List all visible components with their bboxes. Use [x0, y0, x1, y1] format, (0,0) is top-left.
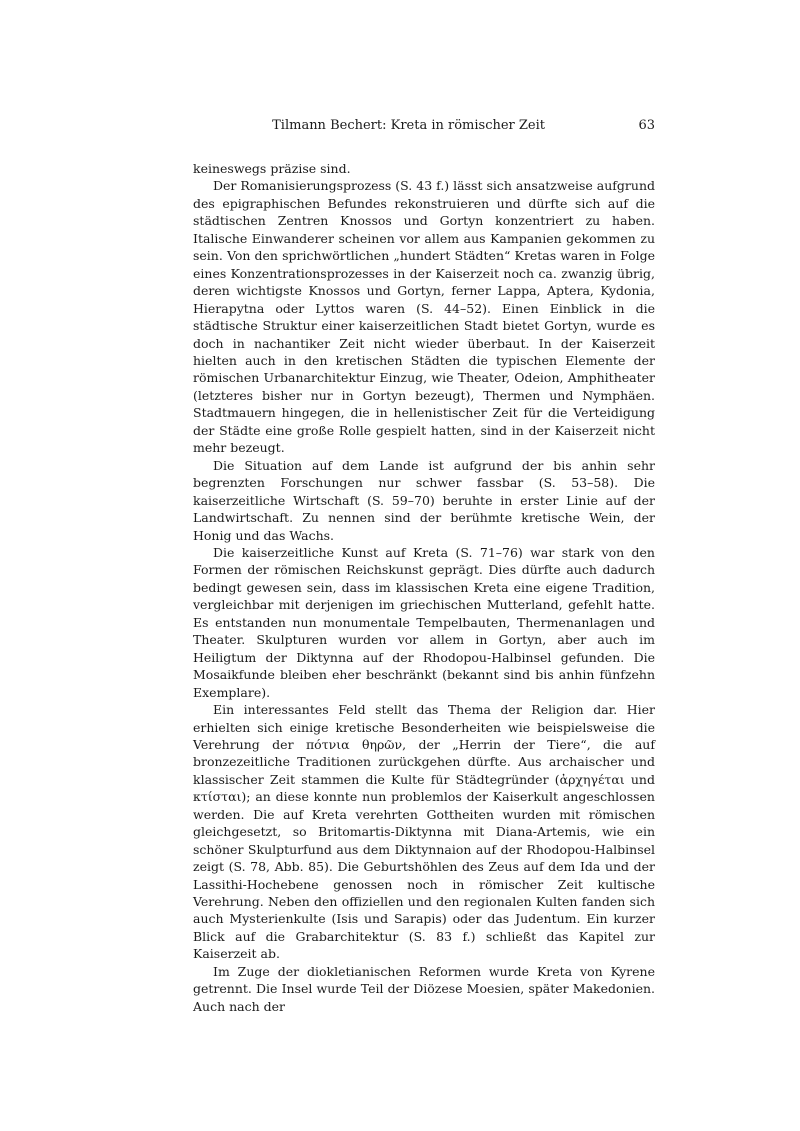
body-text	[193, 160, 655, 1015]
page-header	[193, 118, 655, 138]
paragraph-diokletian: Im Zuge der diokletianischen Reformen wurde Kreta von Kyrene getrennt. Die Insel wurde Teil der Diözese Moesien, später Makedonien. Auch nach der	[193, 963, 655, 1014]
page-number: 63	[638, 118, 655, 133]
paragraph-lande-wirtschaft: Die Situation auf dem Lande ist aufgrund der bis anhin sehr begrenzten Forschungen nur schwer fassbar (S. 53–58). Die kaiserzeitliche Wirtschaft (S. 59–70) beruhte in erster Linie auf der Landwirtschaft. Zu nennen sind der berühmte kretische Wein, der Honig und das Wachs.	[193, 457, 655, 543]
running-title: Tilmann Bechert: Kreta in römischer Zeit	[272, 118, 545, 133]
paragraph-continuation: keineswegs präzise sind.	[193, 161, 351, 176]
paragraph-kunst: Die kaiserzeitliche Kunst auf Kreta (S. 71–76) war stark von den Formen der römischen Reichskunst geprägt. Dies dürfte auch dadurch bedingt gewesen sein, dass im klassischen Kreta eine eigene Tradition, vergleichbar mit derjenigen im griechischen Mutterland, gefehlt hatte. Es entstanden nun monumentale Tempelbauten, Thermenanlagen und Theater. Skulpturen wurden vor allem in Gortyn, aber auch im Heiligtum der Diktynna auf der Rhodopou-Halbinsel gefunden. Die Mosaikfunde bleiben eher beschränkt (bekannt sind bis anhin fünfzehn Exemplare).	[193, 544, 655, 700]
paragraph-religion: Ein interessantes Feld stellt das Thema der Religion dar. Hier erhielten sich einige kretische Besonderheiten wie beispielsweise die Verehrung der πότνια θηρῶν, der „Herrin der Tiere“, die auf bronzezeitliche Traditionen zurückgehen dürfte. Aus archaischer und klassischer Zeit stammen die Kulte für Städtegründer (ἀρχηγέται und κτίσται); an diese konnte nun problemlos der Kaiserkult angeschlossen werden. Die auf Kreta verehrten Gottheiten wurden mit römischen gleichgesetzt, so Britomartis-Diktynna mit Diana-Artemis, wie ein schöner Skulpturfund aus dem Diktynnaion auf der Rhodopou-Halbinsel zeigt (S. 78, Abb. 85). Die Geburtshöhlen des Zeus auf dem Ida und der Lassithi-Hochebene genossen noch in römischer Zeit kultische Verehrung. Neben den offiziellen und den regionalen Kulten fanden sich auch Mysterienkulte (Isis und Sarapis) oder das Judentum. Ein kurzer Blick auf die Grabarchitektur (S. 83 f.) schließt das Kapitel zur Kaiserzeit ab.	[193, 702, 655, 962]
paragraph-romanisierung: Der Romanisierungsprozess (S. 43 f.) lässt sich ansatzweise aufgrund des epigraphischen Befundes rekonstruieren und dürfte sich auf die städtischen Zentren Knossos und Gortyn konzentriert zu haben. Italische Einwanderer scheinen vor allem aus Kampanien gekommen zu sein. Von den sprichwörtlichen „hundert Städten“ Kretas waren in Folge eines Konzentrationsprozesses in der Kaiserzeit noch ca. zwanzig übrig, deren wichtigste Knossos und Gortyn, ferner Lappa, Aptera, Kydonia, Hierapytna oder Lyttos waren (S. 44–52). Einen Einblick in die städtische Struktur einer kaiserzeitlichen Stadt bietet Gortyn, wurde es doch in nachantiker Zeit nicht wieder überbaut. In der Kaiserzeit hielten auch in den kretischen Städten die typischen Elemente der römischen Urbanarchitektur Einzug, wie Theater, Odeion, Amphitheater (letzteres bisher nur in Gortyn bezeugt), Thermen und Nymphäen. Stadtmauern hingegen, die in hellenistischer Zeit für die Verteidigung der Städte eine große Rolle gespielt hatten, sind in der Kaiserzeit nicht mehr bezeugt.	[193, 178, 655, 456]
